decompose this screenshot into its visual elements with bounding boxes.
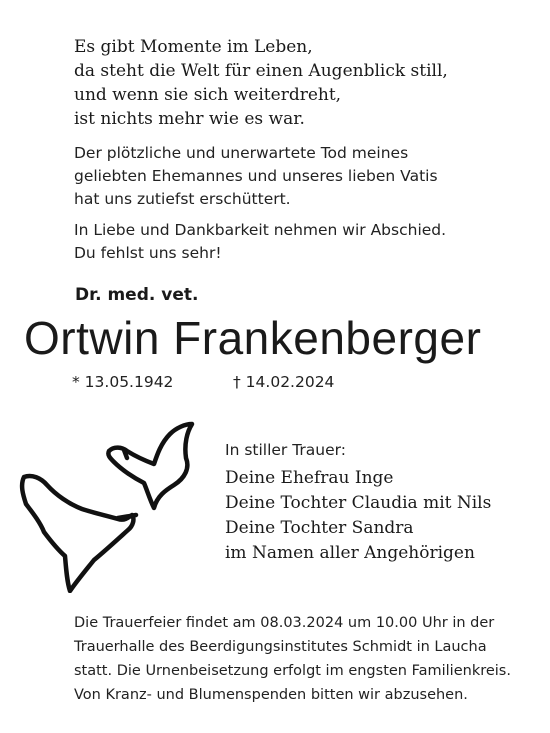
footer-line: statt. Die Urnenbeisetzung erfolgt im engsten Familienkreis. (74, 663, 511, 679)
two-doves-icon (14, 418, 224, 593)
paragraph-line: Du fehlst uns sehr! (74, 244, 222, 262)
mourners-list (225, 466, 491, 566)
poem (74, 35, 448, 131)
announcement-paragraph (74, 142, 438, 211)
academic-title: Dr. med. vet. (75, 285, 199, 305)
mourner-line: Deine Tochter Claudia mit Nils (225, 493, 492, 513)
paragraph-line: hat uns zutiefst erschüttert. (74, 190, 291, 208)
footer-line: Von Kranz- und Blumenspenden bitten wir abzusehen. (74, 687, 468, 703)
birth-date: * 13.05.1942 (72, 373, 174, 391)
mourner-line: Deine Ehefrau Inge (225, 468, 394, 488)
footer-line: Trauerhalle des Beerdigungsinstitutes Schmidt in Laucha (74, 639, 487, 655)
footer-line: Die Trauerfeier findet am 08.03.2024 um 10.00 Uhr in der (74, 615, 495, 631)
mourner-line: Deine Tochter Sandra (225, 518, 414, 538)
paragraph-line: In Liebe und Dankbarkeit nehmen wir Abschied. (74, 221, 447, 239)
mourning-intro: In stiller Trauer: (225, 441, 346, 459)
mourner-line: im Namen aller Angehörigen (225, 543, 475, 563)
farewell-paragraph (74, 219, 446, 265)
poem-line: da steht die Welt für einen Augenblick still, (74, 61, 448, 81)
funeral-details (74, 611, 511, 707)
paragraph-line: geliebten Ehemannes und unseres lieben Vatis (74, 167, 438, 185)
deceased-name: Ortwin Frankenberger (24, 312, 482, 364)
poem-line: Es gibt Momente im Leben, (74, 37, 313, 57)
paragraph-line: Der plötzliche und unerwartete Tod meines (74, 144, 409, 162)
poem-line: und wenn sie sich weiterdreht, (74, 85, 342, 105)
poem-line: ist nichts mehr wie es war. (74, 109, 305, 129)
death-date: † 14.02.2024 (233, 373, 335, 391)
